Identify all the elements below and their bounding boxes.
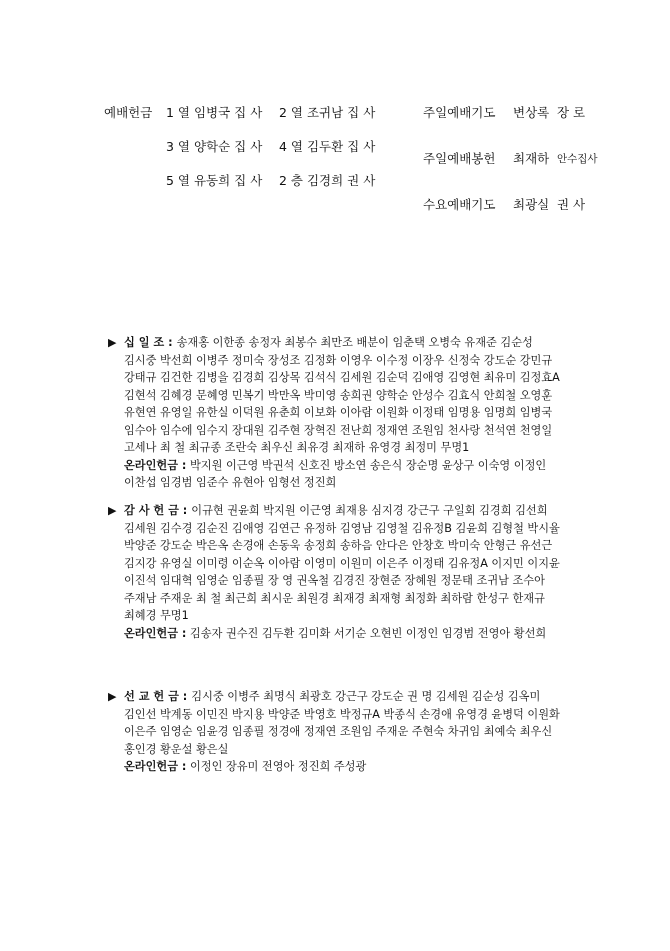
- leader-role: 수요예배기도: [423, 197, 496, 212]
- leader-name: 최광실: [513, 197, 550, 212]
- leader-name: 최재하: [513, 151, 550, 166]
- donor-line: 김현석 김혜경 문혜영 민복기 박만옥 박미영 송희권 양학순 안성수 김효식 안희철 오영훈: [124, 388, 553, 402]
- usher-slot: 3 열 양학순 집 사: [166, 139, 263, 154]
- leader-title: 장 로: [557, 105, 586, 120]
- arrow-icon: ▶: [108, 336, 117, 349]
- donor-line: 김인선 박계동 이민진 박지용 박양준 박영호 박정규A 박종식 손경애 유영경 윤병덕 이원화: [124, 707, 560, 721]
- usher-slot: 4 열 김두환 집 사: [279, 139, 376, 154]
- section-heading: 십 일 조 :: [124, 336, 173, 349]
- donor-line: 송재홍 이한종 송정자 최봉수 최만조 배분이 임춘택 오병숙 유재준 김순성: [176, 336, 533, 349]
- donor-line: 최혜경 무명1: [124, 609, 189, 622]
- donor-line: 김시중 박선희 이병주 정미숙 장성조 김정화 이영우 이수정 이장우 신정숙 강도순 강민규: [124, 353, 553, 367]
- leader-title: 안수집사: [557, 153, 598, 165]
- donor-line: 주재남 주재운 최 철 최근희 최시운 최원경 최재경 최재형 최정화 최하람 한성구 한재규: [124, 591, 545, 605]
- offering-ushers-label: 예배헌금: [104, 105, 153, 120]
- online-offering-label: 온라인헌금 :: [124, 626, 187, 640]
- section-heading: 선 교 헌 금 :: [124, 690, 188, 703]
- donor-line: 박양준 강도순 박은옥 손경애 손동욱 송정희 송하음 안다은 안창호 박미숙 안형근 유선근: [124, 539, 553, 552]
- donor-line: 이진석 임대혁 임영순 임종필 장 영 권옥철 김경진 장현준 장혜원 정문태 조귀남 조수아: [124, 574, 545, 587]
- donor-line: 김지강 유영실 이미령 이순옥 이아람 이영미 이원미 이은주 이정태 김유정A 이지민 이지윤: [124, 556, 560, 570]
- online-offering-label: 온라인헌금 :: [124, 760, 187, 773]
- donor-line: 강태규 김건한 김병을 김경희 김상목 김석식 김세원 김순덕 김애영 김영현 최유미 김정효A: [124, 371, 560, 384]
- usher-slot: 2 층 김경희 권 사: [279, 173, 376, 188]
- online-donor-line: 김송자 권수진 김두환 김미화 서기순 오현빈 이정인 임경범 전영아 황선희: [189, 626, 547, 640]
- leader-name: 변상록: [513, 105, 550, 120]
- donor-line: 이은주 임영순 임윤경 임종필 정경애 정재연 조원임 주재운 주현숙 차귀임 최예숙 최우신: [124, 725, 553, 738]
- online-offering-label: 온라인헌금 :: [124, 458, 187, 472]
- usher-slot: 2 열 조귀남 집 사: [279, 105, 376, 120]
- online-donor-line: 박지원 이근영 박권석 신호진 방소연 송은식 장순명 윤상구 이숙영 이정인: [189, 458, 547, 472]
- leader-role: 주일예배봉헌: [423, 151, 496, 166]
- donor-line: 유현연 유영일 유한실 이덕원 유춘희 이보화 이아람 이원화 이정태 임명용 임명희 임병국: [124, 406, 553, 419]
- usher-slot: 1 열 임병국 집 사: [166, 105, 263, 120]
- donor-line: 고세나 최 철 최규종 조란숙 최우신 최유경 최재하 유영경 최정미 무명1: [124, 441, 470, 454]
- usher-slot: 5 열 유동희 집 사: [166, 173, 263, 188]
- arrow-icon: ▶: [108, 690, 117, 703]
- section-heading: 감 사 헌 금 :: [124, 504, 188, 517]
- tithe-section: [108, 334, 568, 492]
- leader-title: 권 사: [557, 197, 586, 212]
- online-donor-line: 이찬섭 임경범 임준수 유현아 임형선 정진희: [124, 476, 337, 489]
- arrow-icon: ▶: [108, 504, 117, 517]
- donor-line: 홍인경 황운설 황은실: [124, 742, 229, 756]
- online-donor-line: 이정인 장유미 전영아 정진희 주성광: [189, 760, 367, 773]
- donor-line: 이규현 권윤희 박지원 이근영 최재용 심지경 강근구 구일회 김경희 김선희: [191, 504, 548, 517]
- thanksgiving-section: [108, 502, 568, 642]
- donor-line: 임수아 임수에 임수지 장대원 김주현 장혁진 전난희 정재연 조원임 천사랑 천석연 천영일: [124, 423, 553, 437]
- donor-line: 김세원 김수경 김순진 김애영 김연근 유정하 김영남 김영철 김유정B 김윤희 김형철 박시율: [124, 521, 560, 535]
- mission-section: [108, 688, 568, 776]
- donor-line: 김시중 이병주 최명식 최광호 강근구 강도순 권 명 김세원 김순성 김옥미: [191, 690, 541, 703]
- leader-role: 주일예배기도: [423, 105, 496, 120]
